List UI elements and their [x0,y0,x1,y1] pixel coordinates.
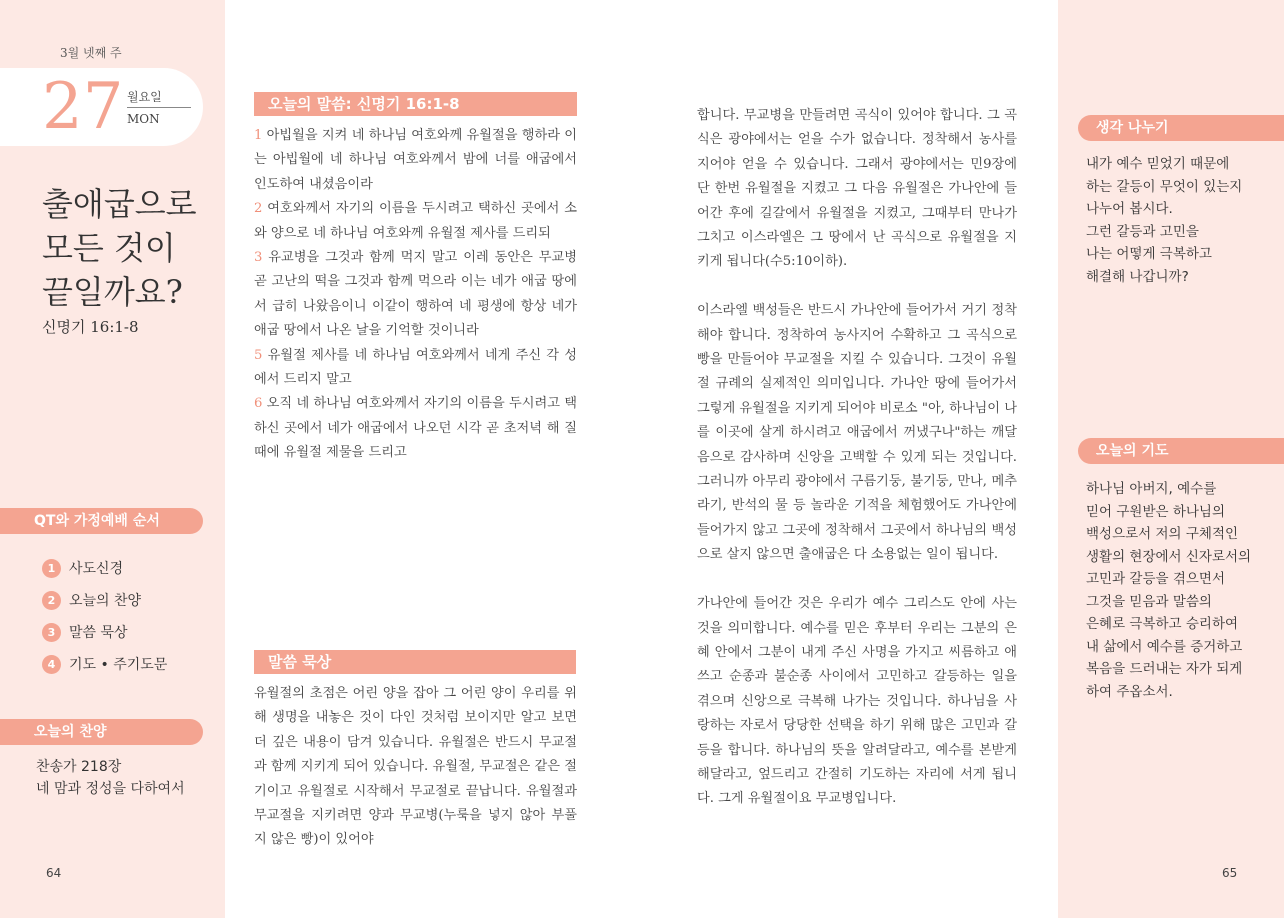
order-step [42,584,167,616]
weekday-english: MON [127,112,160,126]
verse [254,344,577,393]
page-number-right: 65 [1222,866,1238,880]
verse-text: 여호와께서 자기의 이름을 두시려고 택하신 곳에서 소와 양으로 네 하나님 여호와께 유월절 제사를 드리되 [254,201,577,241]
hymn-number: 찬송가 218장 [36,759,122,775]
meditation-paragraph: 이스라엘 백성들은 반드시 가나안에 들어가서 거기 정착해야 합니다. 정착하여 농사지어 수확하고 그 곡식으로 빵을 만들어야 무교절을 지킬 수 있습니다. 그것이 유월절 규례의 실제적인 의미입니다. 가나안 땅에 들어가서 그렇게 유월절을 지키게 되어야 비로소 "아, 하나님이 나를 이곳에 살게 하시려고 애굽에서 꺼냈구나"하는 깨달음으로 감사하며 신앙을 고백할 수 있게 되는 것입니다. 그러니까 아무리 광야에서 구름기둥, 불기둥, 만나, 메추라기, 반석의 물 등 놀라운 기적을 체험했어도 가나안에 들어가지 않고 그곳에 정착해서 그곳에서 하나님의 백성으로 살지 않으면 출애굽은 다 소용없는 일이 됩니다. [697,303,1017,563]
verse [254,392,577,465]
verse [254,246,577,344]
step-number-badge: 2 [42,591,61,610]
hymn-name: 네 맘과 정성을 다하여서 [36,781,185,797]
order-steps-list [42,552,167,680]
week-label: 3월 넷째 주 [60,46,122,60]
order-heading: QT와 가정예배 순서 [0,508,203,534]
meditation-intro [254,682,577,853]
share-heading: 생각 나누기 [1078,115,1284,141]
page-title: 출애굽으로 모든 것이 끝일까요? [42,185,197,311]
verse-text: 유월절 제사를 네 하나님 여호와께서 네게 주신 각 성에서 드리지 말고 [254,347,577,388]
order-step [42,616,167,648]
hymn-info [36,756,185,800]
step-label: 사도신경 [69,561,124,577]
order-step [42,552,167,584]
order-step [42,648,167,680]
share-questions: 내가 예수 믿었기 때문에 하는 갈등이 무엇이 있는지 나누어 봅시다. 그런 갈등과 고민을 나는 어떻게 극복하고 해결해 나갑니까? [1086,156,1243,285]
paragraph-spacer [697,275,1017,299]
weekday-korean: 월요일 [127,90,162,104]
scripture-heading: 오늘의 말씀: 신명기 16:1-8 [254,92,577,116]
prayer-text: 하나님 아버지, 예수를 믿어 구원받은 하나님의 백성으로서 저의 구체적인 생활의 현장에서 신자로서의 고민과 갈등을 겪으면서 그것을 믿음과 말씀의 은혜로 극복하고 승리하여 내 삶에서 예수를 증거하고 복음을 드러내는 자가 되게 하여 주옵소서. [1086,481,1252,700]
step-number-badge: 3 [42,623,61,642]
meditation-heading: 말씀 묵상 [254,650,576,674]
verse [254,197,577,246]
verse-number: 3 [254,250,263,266]
meditation-continued [697,104,1017,812]
step-label: 오늘의 찬양 [69,593,142,609]
weekday-divider [127,107,191,108]
step-number-badge: 1 [42,559,61,578]
scripture-text [254,124,577,466]
verse-number: 1 [254,128,263,143]
verse-number: 2 [254,201,263,217]
hymn-heading: 오늘의 찬양 [0,719,203,745]
step-number-badge: 4 [42,655,61,674]
step-label: 기도 • 주기도문 [69,657,168,673]
verse-number: 6 [254,396,263,412]
verse [254,124,577,197]
meditation-paragraph: 가나안에 들어간 것은 우리가 예수 그리스도 안에 사는 것을 의미합니다. 예수를 믿은 후부터 우리는 그분의 은혜 안에서 그분이 내게 주신 사명을 가지고 씨름하고 애쓰고 순종과 불순종 사이에서 고민하고 갈등하는 일을 겪으며 신앙으로 극복해 나가는 것입니다. 하나님을 사랑하는 자로서 당당한 선택을 하기 위해 많은 고민과 갈등을 합니다. 하나님의 뜻을 알려달라고, 예수를 본받게 해달라고, 엎드리고 간절히 기도하는 자리에 서게 됩니다. 그게 유월절이요 무교병입니다. [697,596,1017,807]
page-number-left: 64 [46,866,62,880]
prayer-heading: 오늘의 기도 [1078,438,1284,464]
verse-text: 유교병을 그것과 함께 먹지 말고 이레 동안은 무교병 곧 고난의 떡을 그것과 함께 먹으라 이는 네가 애굽 땅에서 급히 나왔음이니 이같이 행하여 네 평생에 항상 네가 애굽 땅에서 나온 날을 기억할 것이니라 [254,250,577,339]
paragraph-spacer [697,568,1017,592]
verse-number: 5 [254,347,263,363]
meditation-paragraph: 유월절의 초점은 어린 양을 잡아 그 어린 양이 우리를 위해 생명을 내놓은 것이 다인 것처럼 보이지만 알고 보면 더 깊은 내용이 담겨 있습니다. 유월절은 반드시 무교절과 함께 지키게 되어 있습니다. 유월절, 무교절은 같은 절기이고 유월절로 시작해서 무교절로 끝납니다. 유월절과 무교절을 지키려면 양과 무교병(누룩을 넣지 않아 부풀지 않은 빵)이 있어야 [254,686,577,848]
verse-text: 아빕월을 지켜 네 하나님 여호와께 유월절을 행하라 이는 아빕월에 네 하나님 여호와께서 밤에 너를 애굽에서 인도하여 내셨음이라 [254,128,577,192]
verse-text: 오직 네 하나님 여호와께서 자기의 이름을 두시려고 택하신 곳에서 네가 애굽에서 나오던 시각 곧 초저녁 해 질 때에 유월절 제물을 드리고 [254,396,577,461]
step-label: 말씀 묵상 [69,625,128,641]
day-number: 27 [42,70,124,144]
meditation-paragraph: 합니다. 무교병을 만들려면 곡식이 있어야 합니다. 그 곡식은 광야에서는 얻을 수가 없습니다. 정착해서 농사를 지어야 얻을 수 있습니다. 그래서 광야에서는 민9장에 단 한번 유월절을 지켰고 그 다음 유월절은 가나안에 들어간 후에 길갈에서 유월절을 지켰고, 그때부터 만나가 그치고 이스라엘은 그 땅에서 난 곡식으로 유월절을 지키게 됩니다(수5:10이하). [697,108,1017,270]
scripture-reference: 신명기 16:1-8 [42,318,139,336]
